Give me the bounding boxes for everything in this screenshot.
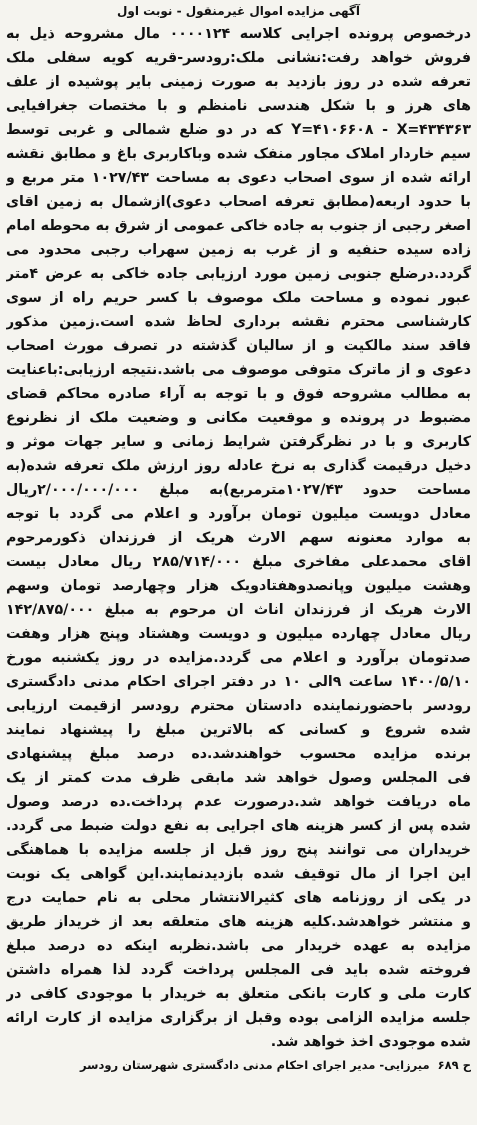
notice-line: Y=۴۱۰۶۶۰۸ - X=۴۳۴۳۶۳ که در دو ضلع شمالی و غربی توسط xyxy=(6,122,471,138)
notice-line: این اجرا از مال توقیف شده بازدیدنمایند.این گواهی یک نوبت xyxy=(6,866,471,882)
notice-line: تعرفه شده در روز بازدید به صورت زمینی بایر پوشیده از علف xyxy=(6,74,471,90)
notice-line: صدتومان برآورد و اعلام می گردد.مزایده در روز یکشنبه مورخ xyxy=(6,650,471,666)
signature-line: میرزایی- مدیر اجرای احکام مدنی دادگستری شهرستان رودسر xyxy=(80,1058,430,1072)
notice-line: به مطالب مشروحه فوق و با توجه به آراء صادره محاکم قضای xyxy=(6,386,471,402)
notice-line: دعوی و از ماترک متوفی موصوف می باشد.نتیجه ارزیابی:باعنایت xyxy=(6,362,471,378)
notice-line: کاربری و با در نظرگرفتن شرایط زمانی و سایر جهات موثر و xyxy=(6,434,471,450)
notice-line: جلسه مزایده الزامی بوده وقبل از برگزاری مزایده از کارت ارائه xyxy=(6,1010,471,1026)
reference-number: ح ۶۸۹ xyxy=(437,1058,471,1072)
notice-line: ارائه شده از سوی اصحاب دعوی به مساحت ۱۰۲۷/۴۳ متر مربع و xyxy=(6,170,471,186)
notice-line: های هرز و با شکل هندسی نامنظم و با مختصات جغرافیایی xyxy=(6,98,471,114)
notice-line: مساحت حدود ۱۰۲۷/۴۳مترمربع)به مبلغ ۲/۰۰۰/۰۰۰/۰۰۰ریال xyxy=(6,482,471,498)
notice-line: به موارد معنونه سهم الارث هریک از فرزندان ذکورمرحوم xyxy=(6,530,471,546)
notice-line: ماه دریافت خواهد شد.درصورت عدم پرداخت.ده درصد وصول xyxy=(6,794,471,810)
notice-line: درخصوص پرونده اجرایی کلاسه ۰۰۰۰۱۲۴ مال مشروحه ذیل به xyxy=(6,26,471,42)
notice-line: زاده سیده حنفیه و از غرب به زمین سهراب رجبی محدود می xyxy=(6,242,471,258)
notice-footer xyxy=(6,1056,471,1074)
notice-line: رودسر باحضورنماینده دادستان محترم رودسر ازقیمت ارزیابی xyxy=(6,698,471,714)
notice-line: دخیل درقیمت گذاری به نرخ عادله روز ارزش ملک تعرفه شده(به xyxy=(6,458,471,474)
notice-line: اقای محمدعلی مفاخری مبلغ ۲۸۵/۷۱۴/۰۰۰ ریال معادل بیست xyxy=(6,554,471,570)
notice-line: شده پس از کسر هزینه های اجرایی به نفع دولت ضبط می گردد. xyxy=(6,818,471,834)
notice-line: فاقد سند مالکیت و از سالیان گذشته در تصرف مورث اصحاب xyxy=(6,338,471,354)
notice-title: آگهی مزایده اموال غیرمنقول - نوبت اول xyxy=(116,4,360,18)
notice-line: معادل دویست میلیون تومان برآورد و اعلام می گردد با توجه xyxy=(6,506,471,522)
notice-line: شده شروع و کسانی که بالاترین مبلغ را پیشنهاد نمایند xyxy=(6,722,471,738)
notice-line: کارشناسی محترم نقشه برداری لحاظ شده است.زمین مذکور xyxy=(6,314,471,330)
notice-line: عبور نموده و مساحت ملک موصوف با کسر حریم راه از سوی xyxy=(6,290,471,306)
notice-line: مزایده به عهده خریدار می باشد.نظربه اینکه ده درصد مبلغ xyxy=(6,938,471,954)
notice-line: و منتشر خواهدشد.کلیه هزینه های متعلقه بعد از خریداز طریق xyxy=(6,914,471,930)
notice-line: برنده مزایده محسوب خواهندشد.ده درصد مبلغ پیشنهادی xyxy=(6,746,471,762)
notice-line: فروش خواهد رفت:نشانی ملک:رودسر-قریه کویه سفلی ملک xyxy=(6,50,471,66)
notice-line: سیم خاردار املاک مجاور منفک شده وباکاربری باغ و مطابق نقشه xyxy=(6,146,471,162)
notice-line: در یکی از روزنامه های کثیرالانتشار محلی به نام حمایت درج xyxy=(6,890,471,906)
notice-line: وهشت میلیون وپانصدوهفتادویک هزار وچهارصد تومان وسهم xyxy=(6,578,471,594)
notice-line: فروخته شده باید فی المجلس پرداخت گردد لذا همراه داشتن xyxy=(6,962,471,978)
notice-line: فی المجلس وصول خواهد شد مابقی ظرف مدت کمتر از یک xyxy=(6,770,471,786)
notice-line: خریداران می توانند پنج روز قبل از جلسه مزایده با هماهنگی xyxy=(6,842,471,858)
notice-line: شده موجودی اخذ خواهد شد. xyxy=(270,1034,471,1050)
notice-line: ریال معادل چهارده میلیون و دویست وهشتاد وپنج هزار وهفت xyxy=(6,626,471,642)
notice-line: مضبوط در پرونده و موقعیت مکانی و وضعیت ملک از نظرنوع xyxy=(6,410,471,426)
notice-line: ۱۴۰۰/۵/۱۰ ساعت ۹الی ۱۰ در دفتر اجرای احکام مدنی دادگستری xyxy=(6,674,471,690)
notice-line: اصغر رجبی از جنوب به جاده خاکی عمومی از شرق به محوطه امام xyxy=(6,218,471,234)
notice-line: کارت ملی و کارت بانکی متعلق به خریدار با موجودی کافی در xyxy=(6,986,471,1002)
notice-line: گردد.درضلع جنوبی زمین مورد ارزیابی جاده خاکی به عرض ۴متر xyxy=(6,266,471,282)
notice-body xyxy=(6,22,471,1054)
notice-line: با حدود اربعه(مطابق تعرفه اصحاب دعوی)ازشمال به زمین اقای xyxy=(6,194,471,210)
notice-line: الارث هریک از فرزندان اناث ان مرحوم به مبلغ ۱۴۲/۸۷۵/۰۰۰ xyxy=(6,602,471,618)
